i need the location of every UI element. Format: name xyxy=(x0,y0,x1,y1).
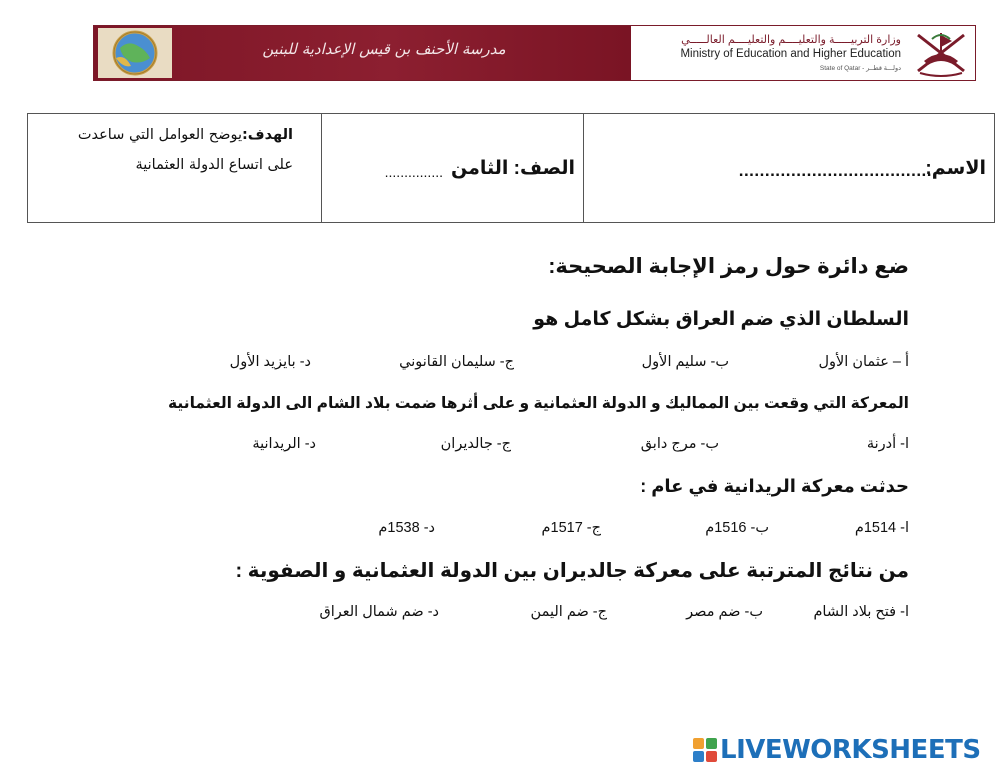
q2-option-b[interactable]: ب- مرج دابق xyxy=(640,436,719,452)
banner-maroon-panel xyxy=(94,26,631,80)
goal-cell xyxy=(28,114,321,222)
q4-option-d[interactable]: د- ضم شمال العراق xyxy=(319,604,439,620)
grade-label: الصف: الثامن xyxy=(450,158,575,179)
goal-label: الهدف: xyxy=(241,127,293,143)
name-field[interactable]: ..................................... xyxy=(738,161,932,180)
q2-option-c[interactable]: ج- جالديران xyxy=(440,436,511,452)
student-info-table xyxy=(27,113,995,223)
name-cell xyxy=(583,114,994,222)
q1-option-b[interactable]: ب- سليم الأول xyxy=(641,354,729,370)
qatar-emblem-icon xyxy=(910,27,972,79)
q4-option-c[interactable]: ج- ضم اليمن xyxy=(530,604,607,620)
q2-option-a[interactable]: ا- أدرنة xyxy=(866,436,909,452)
grade-cell xyxy=(321,114,583,222)
goal-line-1: يوضح العوامل التي ساعدت xyxy=(77,127,242,143)
q4-option-b[interactable]: ب- ضم مصر xyxy=(686,604,763,620)
header-banner xyxy=(93,25,976,81)
question-3: حدثت معركة الريدانية في عام : xyxy=(640,476,909,496)
question-4: من نتائج المترتبة على معركة جالديران بين الدولة العثمانية و الصفوية : xyxy=(235,560,909,582)
question-1: السلطان الذي ضم العراق بشكل كامل هو xyxy=(533,309,909,330)
grade-field[interactable]: ............... xyxy=(384,164,443,180)
name-label: الاسم: xyxy=(925,158,986,179)
state-of-qatar: State of Qatar - دولـــة قطــر xyxy=(819,65,901,72)
liveworksheets-logo xyxy=(693,734,993,766)
q1-option-d[interactable]: د- بايزيد الأول xyxy=(229,354,311,370)
goal-text xyxy=(31,120,293,180)
liveworksheets-brand: LIVEWORKSHEETS xyxy=(720,735,981,765)
question-2: المعركة التي وقعت بين المماليك و الدولة العثمانية و على أثرها ضمت بلاد الشام الى الدولة العثمانية xyxy=(168,395,909,412)
liveworksheets-grid-icon xyxy=(693,738,717,762)
q2-option-d[interactable]: د- الريدانية xyxy=(252,436,316,452)
q3-option-d[interactable]: د- 1538م xyxy=(378,520,435,536)
goal-line-2: على اتساع الدولة العثمانية xyxy=(135,157,293,173)
q3-option-b[interactable]: ب- 1516م xyxy=(705,520,769,536)
q1-option-c[interactable]: ج- سليمان القانوني xyxy=(399,354,514,370)
ministry-name-english: Ministry of Education and Higher Education xyxy=(680,48,901,60)
q3-option-a[interactable]: ا- 1514م xyxy=(854,520,909,536)
instruction-heading: ضع دائرة حول رمز الإجابة الصحيحة: xyxy=(548,255,909,278)
ministry-block xyxy=(636,29,901,79)
q3-option-c[interactable]: ج- 1517م xyxy=(541,520,601,536)
ministry-name-arabic: وزارة التربيـــــة والتعليــــم والتعليــــم العالـــــي xyxy=(681,34,901,46)
q1-option-a[interactable]: أ – عثمان الأول xyxy=(818,354,909,370)
school-logo-icon xyxy=(98,28,172,78)
q4-option-a[interactable]: ا- فتح بلاد الشام xyxy=(813,604,909,620)
school-name: مدرسة الأحنف بن قيس الإعدادية للبنين xyxy=(262,40,506,58)
